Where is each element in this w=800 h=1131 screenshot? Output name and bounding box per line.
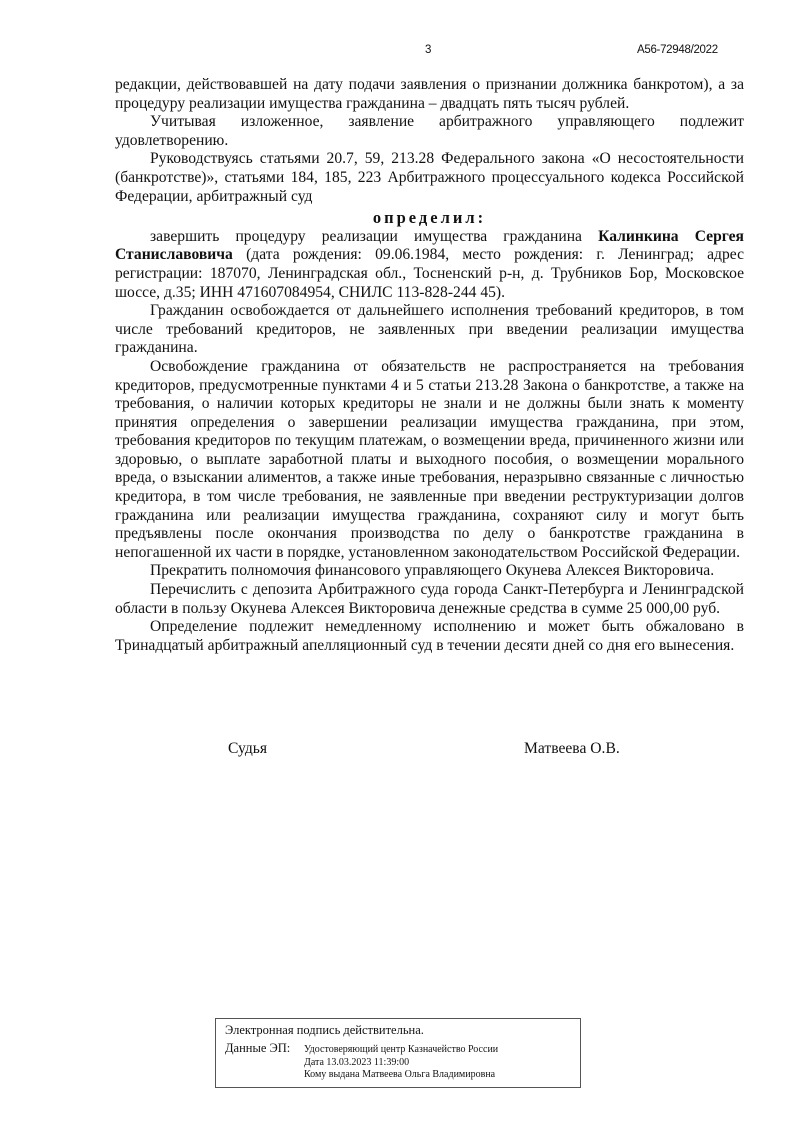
judge-name: Матвеева О.В. <box>524 740 620 757</box>
paragraph-release: Гражданин освобождается от дальнейшего исполнения требований кредиторов, в том числе требований кредиторов, не заявленных при введении реализации имущества гражданина. <box>115 302 744 357</box>
signature-data-label: Данные ЭП: <box>225 1041 291 1055</box>
case-number: А56-72948/2022 <box>637 44 718 56</box>
signature-issued-to: Кому выдана Матвеева Ольга Владимировна <box>304 1069 496 1080</box>
electronic-signature-box <box>215 1018 581 1088</box>
signature-date: Дата 13.03.2023 11:39:00 <box>304 1056 410 1068</box>
debtor-details: (дата рождения: 09.06.1984, место рождения: г. Ленинград; адрес регистрации: 187070, Ленинградская обл., Тосненский р-н, д. Трубников Бор, Московское шоссе, д.35; ИНН 471607084954, СНИЛС 113-828-244 45). <box>115 246 744 301</box>
paragraph-transfer-funds: Перечислить с депозита Арбитражного суда города Санкт-Петербурга и Ленинградской области в пользу Окунева Алексея Викторовича денежные средства в сумме 25 000,00 руб. <box>115 581 744 617</box>
paragraph-terminate-powers: Прекратить полномочия финансового управляющего Окунева Алексея Викторовича. <box>150 562 715 580</box>
document-body <box>115 76 744 655</box>
complete-procedure-text: завершить процедуру реализации имущества гражданина <box>150 227 599 245</box>
paragraph-exceptions: Освобождение гражданина от обязательств не распространяется на требования кредиторов, предусмотренные пунктами 4 и 5 статьи 213.28 Закона о банкротстве, а также на требования, о наличии которых кредиторы не знали и не должны были знать к моменту принятия определения о завершении реализации имущества гражданина, при этом, требования кредиторов по текущим платежам, о возмещении вреда, причиненного жизни или здоровью, о выплате заработной платы и выходного пособия, о возмещении морального вреда, о взыскании алиментов, а также иные требования, неразрывно связанные с личностью кредитора, в том числе требования, не заявленные при введении реструктуризации долгов гражданина или реализации имущества гражданина, сохраняют силу и могут быть предъявлены после окончания производства по делу о банкротстве гражданина в непогашенной их части в порядке, установленном законодательством Российской Федерации. <box>115 357 744 561</box>
paragraph-complete-procedure <box>115 228 744 302</box>
signature-details <box>304 1044 498 1082</box>
signature-status: Электронная подпись действительна. <box>225 1023 424 1037</box>
debtor-name: Калинкина Сергея Станиславовича <box>115 227 744 264</box>
decided-heading: определил: <box>372 208 487 228</box>
paragraph-considering: Учитывая изложенное, заявление арбитражного управляющего подлежит удовлетворению. <box>115 113 744 149</box>
signature-issuer: Удостоверяющий центр Казначейство России <box>304 1044 499 1055</box>
judge-title: Судья <box>228 740 268 757</box>
paragraph-guided-by: Руководствуясь статьями 20.7, 59, 213.28 Федерального закона «О несостоятельности (банкротстве)», статьями 184, 185, 223 Арбитражного процессуального кодекса Российской Федерации, арбитражный суд <box>115 150 744 205</box>
paragraph-appeal: Определение подлежит немедленному исполнению и может быть обжаловано в Тринадцатый арбитражный апелляционный суд в течении десяти дней со дня его вынесения. <box>115 618 744 654</box>
paragraph-fee: редакции, действовавшей на дату подачи заявления о признании должника банкротом), а за процедуру реализации имущества гражданина – двадцать пять тысяч рублей. <box>115 76 744 112</box>
page-number: 3 <box>425 44 432 56</box>
